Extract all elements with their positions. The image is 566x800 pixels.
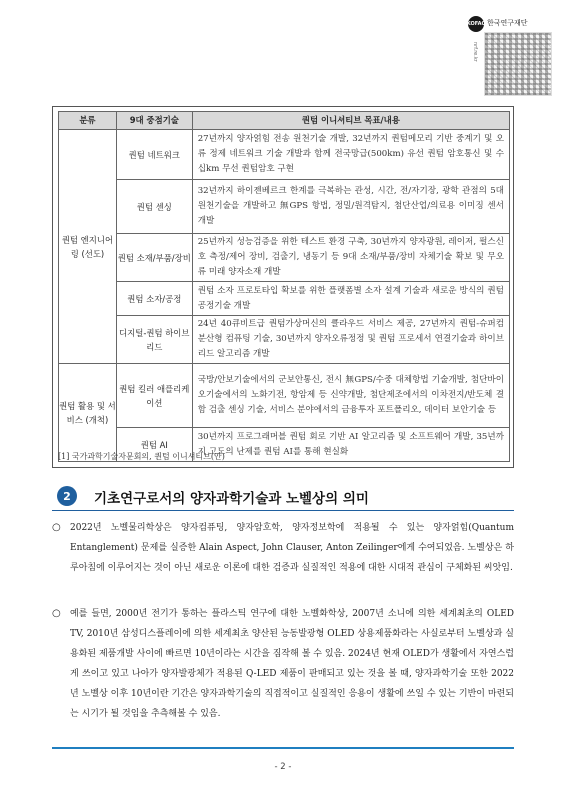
section-divider bbox=[52, 510, 514, 511]
goal-cell: 25년까지 성능검증을 위한 테스트 환경 구축, 30년까지 양자광원, 레이저, 펄스신호 측정/제어 장비, 검출기, 냉동기 등 9대 소재/부품/장비 자체기술 확보 및 무오류 미래 양자소재 개발 bbox=[192, 234, 509, 282]
table-header-row bbox=[59, 112, 510, 130]
circle-bullet-icon: ○ bbox=[52, 522, 61, 533]
paragraph bbox=[52, 518, 514, 578]
paragraph bbox=[52, 604, 514, 724]
goal-cell: 24년 40큐비트급 퀀텀가상머신의 클라우드 서비스 제공, 27년까지 퀀텀-슈퍼컴 분산형 컴퓨팅 기술, 30년까지 양자오류정정 및 퀀텀 프로세서 연결기술과 하이브리드 알고리즘 개발 bbox=[192, 316, 509, 364]
table-row bbox=[59, 364, 510, 428]
section-number-badge: 2 bbox=[57, 486, 77, 506]
category-engineering: 퀀텀 엔지니어링 (선도) bbox=[59, 130, 117, 364]
goal-cell: 퀀텀 소자 프로토타입 확보를 위한 플랫폼별 소자 설계 기술과 새로운 방식의 퀀텀 공정기술 개발 bbox=[192, 282, 509, 316]
header-tech: 9대 중점기술 bbox=[116, 112, 192, 130]
header-goal: 퀀텀 이니셔티브 목표/내용 bbox=[192, 112, 509, 130]
header-logo-block bbox=[466, 12, 558, 96]
section-heading bbox=[52, 486, 514, 508]
footer-divider bbox=[52, 747, 514, 749]
paragraph-text: 예를 들면, 2000년 전기가 통하는 플라스틱 연구에 대한 노벨화학상, 2007년 소니에 의한 세계최초의 OLED TV, 2010년 삼성디스플레이에 의한 세계최초 양산된 능동발광형 OLED 상용제품화라는 사실로부터 노벨상과 실용화된 제품개발 사이에 빠르면 10년이라는 시간을 짐작해 볼 수 있음. 2024년 현재 OLED가 생활에서 자연스럽게 쓰이고 있고 나아가 양자발광체가 적용된 Q-LED 제품이 판매되고 있는 것을 볼 때, 양자과학기술 또한 2022년 노벨상 이후 10년이란 기간은 양자과학기술의 직접적이고 실질적인 응용이 생활에 쓰일 수 있는 기반이 마련되는 시기가 될 것임을 추측해볼 수 있음. bbox=[70, 609, 514, 719]
table-row bbox=[59, 316, 510, 364]
table-row bbox=[59, 234, 510, 282]
header-category: 분류 bbox=[59, 112, 117, 130]
tech-cell: 퀀텀 AI bbox=[116, 428, 192, 462]
goal-cell: 32년까지 하이젠베르크 한계를 극복하는 관성, 시간, 전/자기장, 광학 관점의 5대 원천기술을 개발하고 無GPS 항법, 정밀/원격탐지, 첨단산업/의료용 이미징 센서 개발 bbox=[192, 180, 509, 234]
table-row bbox=[59, 282, 510, 316]
initiative-table bbox=[58, 111, 510, 462]
logo-vertical-text: nrf.re.kr bbox=[472, 42, 478, 62]
goal-cell: 27년까지 양자얽힘 전송 원천기술 개발, 32년까지 퀀텀메모리 기반 중계기 및 오류 정제 네트워크 기술 개발과 함께 전국망급(500km) 유선 퀀텀 암호통신 및 수십km 무선 퀀텀암호 구현 bbox=[192, 130, 509, 180]
category-service: 퀀텀 활용 및 서비스 (개척) bbox=[59, 364, 117, 462]
table-row bbox=[59, 180, 510, 234]
tech-cell: 퀀텀 네트워크 bbox=[116, 130, 192, 180]
paragraph-text: 2022년 노벨물리학상은 양자컴퓨팅, 양자암호학, 양자정보학에 적용될 수 있는 양자얽힘(Quantum Entanglement) 문제를 실증한 Alain Aspect, John Clauser, Anton Zeilinger에게 수여되었음. 노벨상은 하루아침에 이루어지는 것이 아닌 새로운 이론에 대한 검증과 실질적인 적용에 대한 시대적 관심이 구체화된 씨앗임. bbox=[70, 523, 514, 573]
table-source: [1] 국가과학기술자문회의, 퀀텀 이니셔티브(안) bbox=[58, 452, 225, 461]
goal-cell: 30년까지 프로그래머블 퀀텀 회로 기반 AI 알고리즘 및 소프트웨어 개발, 35년까지 고도의 난제를 퀀텀 AI를 통해 현실화 bbox=[192, 428, 509, 462]
logo-text: 한국연구재단 bbox=[487, 19, 528, 27]
tech-cell: 퀀텀 소자/공정 bbox=[116, 282, 192, 316]
tech-cell: 퀀텀 킬러 애플리케이션 bbox=[116, 364, 192, 428]
tech-cell: 디지털-퀀텀 하이브리드 bbox=[116, 316, 192, 364]
table-row bbox=[59, 130, 510, 180]
circle-bullet-icon: ○ bbox=[52, 608, 61, 619]
initiative-table-box bbox=[52, 106, 514, 468]
qr-code-icon bbox=[484, 32, 552, 96]
section-title: 기초연구로서의 양자과학기술과 노벨상의 의미 bbox=[94, 491, 369, 507]
page-number: - 2 - bbox=[274, 762, 292, 772]
goal-cell: 국방/안보기술에서의 군보안통신, 전시 無GPS/수중 대체항법 기술개발, 첨단바이오기술에서의 노화기전, 항암제 등 신약개발, 첨단제조에서의 이차전지/반도체 결함 검출 센싱 기술, 서비스 분야에서의 금융투자 포트폴리오, 데이터 보안기술 등 bbox=[192, 364, 509, 428]
tech-cell: 퀀텀 소재/부품/장비 bbox=[116, 234, 192, 282]
logo-badge: KOFAC bbox=[468, 16, 484, 32]
tech-cell: 퀀텀 센싱 bbox=[116, 180, 192, 234]
